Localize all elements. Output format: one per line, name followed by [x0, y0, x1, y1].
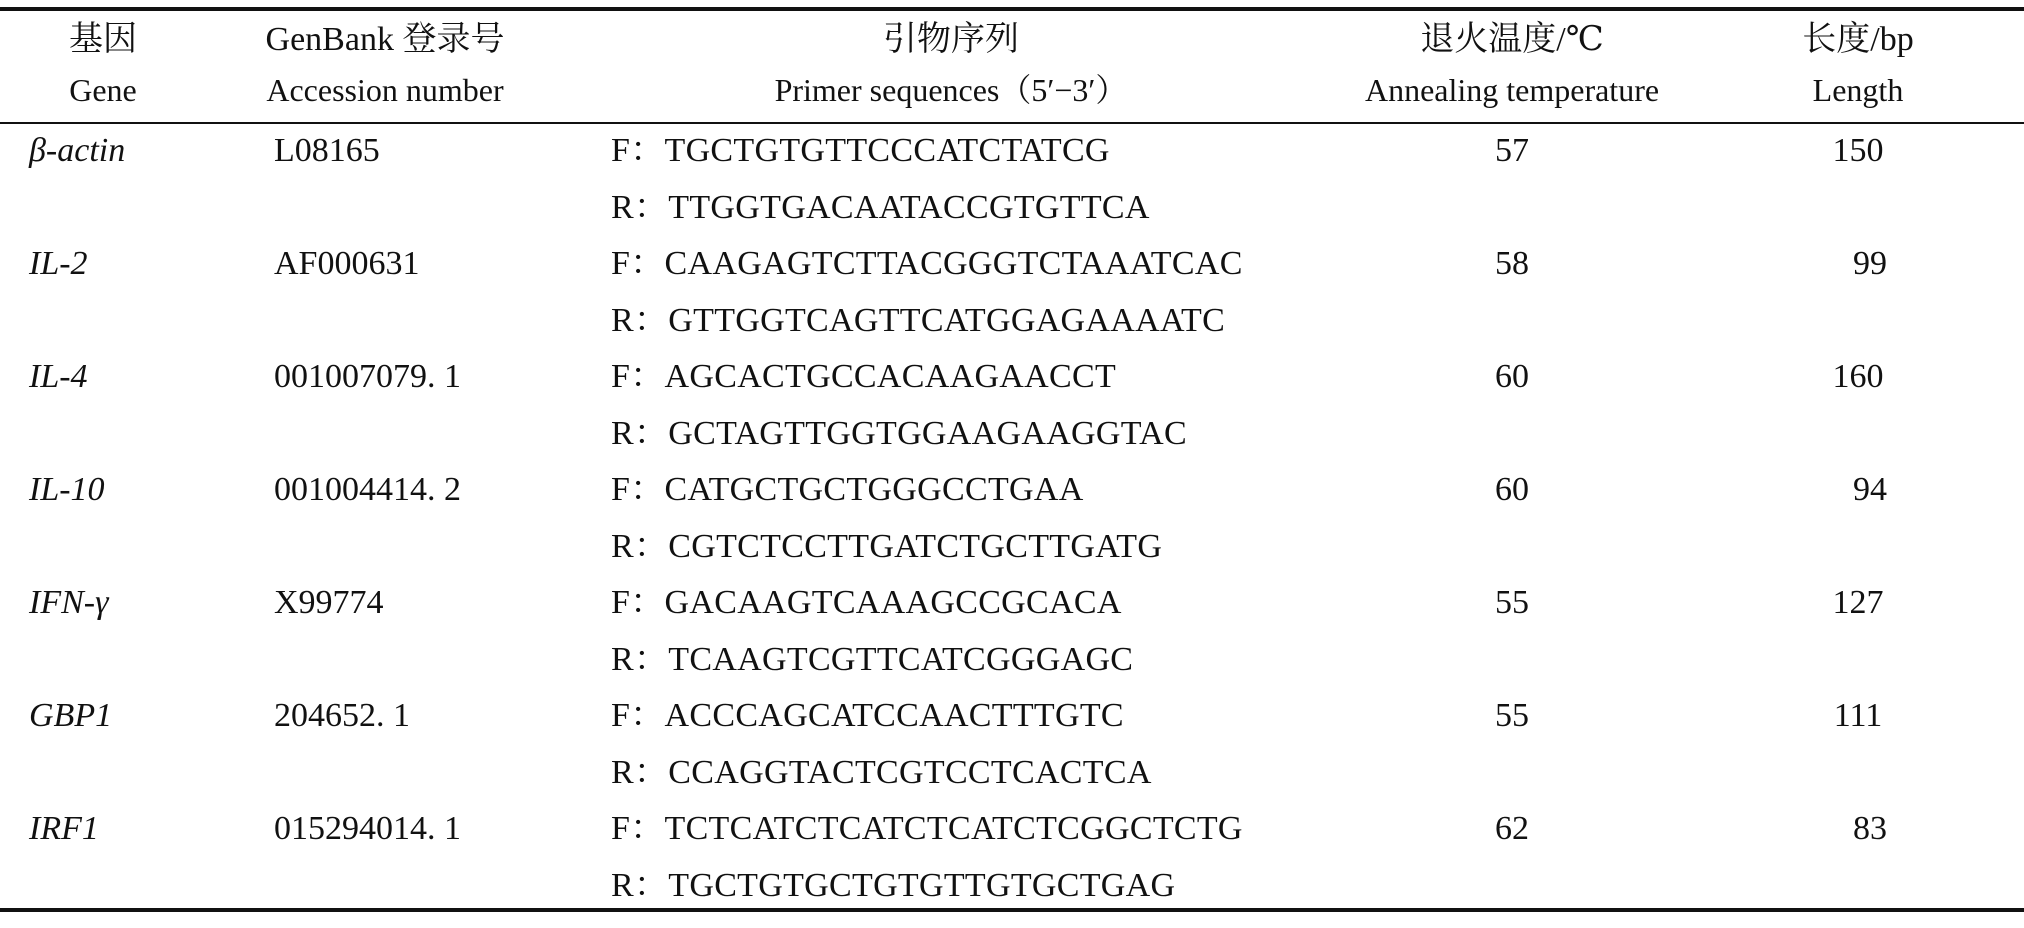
- row-gene: IL-2: [29, 245, 88, 282]
- row-temperature: 58: [1495, 245, 1529, 282]
- row-accession: X99774: [274, 584, 384, 621]
- row-forward-primer: F：ACCCAGCATCCAACTTTGTC: [611, 697, 1124, 734]
- header-length-cn: 长度/bp: [1802, 21, 1914, 58]
- row-forward-primer: F：TCTCATCTCATCTCATCTCGGCTCTG: [611, 810, 1243, 847]
- header-gene-cn: 基因: [69, 21, 137, 58]
- row-reverse-primer: R：TGCTGTGCTGTGTTGTGCTGAG: [611, 867, 1176, 904]
- row-forward-primer: F：TGCTGTGTTCCCATCTATCG: [611, 132, 1110, 169]
- row-gene: GBP1: [29, 697, 113, 734]
- header-primer-cn: 引物序列: [883, 21, 1019, 58]
- row-temperature: 60: [1495, 471, 1529, 508]
- row-reverse-primer: R：GTTGGTCAGTTCATGGAGAAAATC: [611, 302, 1226, 339]
- header-temperature-cn: 退火温度/℃: [1420, 21, 1604, 58]
- header-primer-en: Primer sequences（5′−3′）: [774, 72, 1128, 108]
- row-length: 83: [1853, 810, 1887, 847]
- row-temperature: 62: [1495, 810, 1529, 847]
- row-accession: L08165: [274, 132, 380, 169]
- row-length: 160: [1832, 358, 1884, 395]
- row-gene: IL-10: [29, 471, 105, 508]
- row-length: 99: [1853, 245, 1887, 282]
- row-temperature: 57: [1495, 132, 1529, 169]
- row-gene: β-actin: [29, 132, 126, 169]
- header-accession-cn: GenBank 登录号: [265, 21, 505, 58]
- header-temperature-en: Annealing temperature: [1364, 72, 1660, 108]
- row-forward-primer: F：AGCACTGCCACAAGAACCT: [611, 358, 1117, 395]
- row-forward-primer: F：GACAAGTCAAAGCCGCACA: [611, 584, 1122, 621]
- row-accession: AF000631: [274, 245, 420, 282]
- header-accession-en: Accession number: [266, 72, 504, 108]
- row-reverse-primer: R：CCAGGTACTCGTCCTCACTCA: [611, 754, 1152, 791]
- header-gene-en: Gene: [69, 72, 137, 108]
- row-length: 150: [1832, 132, 1884, 169]
- row-gene: IL-4: [29, 358, 88, 395]
- row-accession: 204652. 1: [274, 697, 410, 734]
- row-reverse-primer: R：TTGGTGACAATACCGTGTTCA: [611, 189, 1150, 226]
- row-length: 127: [1832, 584, 1884, 621]
- row-temperature: 55: [1495, 697, 1529, 734]
- table-header-rule: [0, 122, 2024, 124]
- header-length-en: Length: [1812, 72, 1904, 108]
- row-length: 94: [1853, 471, 1887, 508]
- row-length: 111: [1833, 697, 1883, 734]
- row-temperature: 55: [1495, 584, 1529, 621]
- table-top-rule: [0, 7, 2024, 11]
- table-bottom-rule: [0, 908, 2024, 912]
- row-accession: 001004414. 2: [274, 471, 461, 508]
- row-forward-primer: F：CAAGAGTCTTACGGGTCTAAATCAC: [611, 245, 1243, 282]
- row-gene: IFN-γ: [29, 584, 109, 621]
- row-reverse-primer: R：CGTCTCCTTGATCTGCTTGATG: [611, 528, 1163, 565]
- row-gene: IRF1: [29, 810, 99, 847]
- row-temperature: 60: [1495, 358, 1529, 395]
- row-reverse-primer: R：TCAAGTCGTTCATCGGGAGC: [611, 641, 1134, 678]
- row-reverse-primer: R：GCTAGTTGGTGGAAGAAGGTAC: [611, 415, 1187, 452]
- row-accession: 015294014. 1: [274, 810, 461, 847]
- row-accession: 001007079. 1: [274, 358, 461, 395]
- row-forward-primer: F：CATGCTGCTGGGCCTGAA: [611, 471, 1084, 508]
